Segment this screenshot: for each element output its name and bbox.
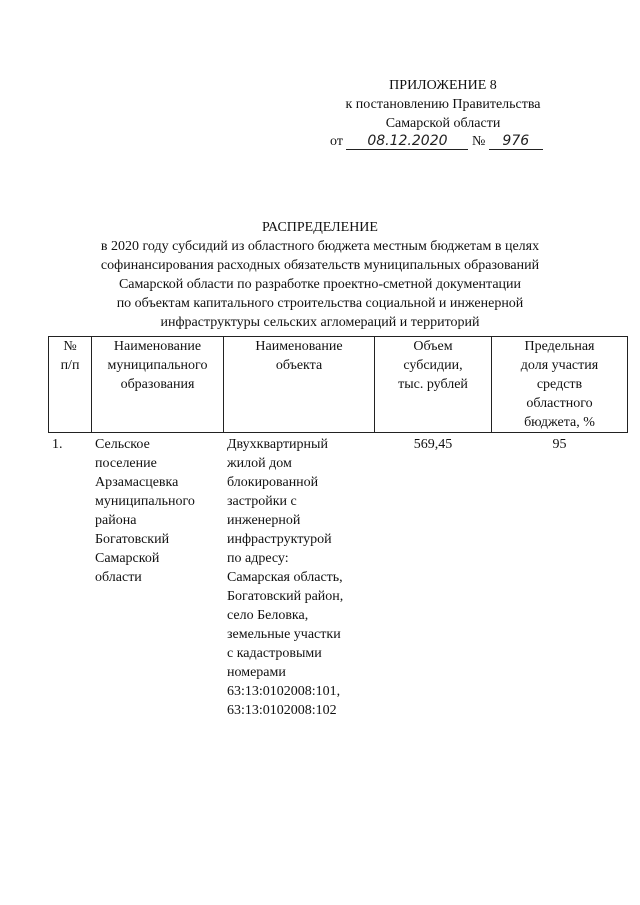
row-share: 95 <box>552 437 567 452</box>
object-line: 63:13:0102008:101, <box>227 684 341 699</box>
municipality-line: района <box>95 513 137 528</box>
row-municipality <box>92 433 224 721</box>
document-heading <box>40 218 600 332</box>
heading-line: Самарской области по разработке проектно-сметной документации <box>118 277 522 292</box>
date-prefix: от <box>330 134 343 149</box>
appendix-line-2: к постановлению Правительства <box>345 97 541 112</box>
header-text: п/п <box>60 358 80 373</box>
municipality-line: Богатовский <box>95 532 170 547</box>
handwritten-number: 976 <box>489 133 543 150</box>
heading-line: софинансирования расходных обязательств муниципальных образований <box>100 258 540 273</box>
header-text: тыс. рублей <box>398 377 468 392</box>
header-text: бюджета, % <box>524 415 595 430</box>
table-header-row <box>49 337 628 433</box>
header-text: объекта <box>275 358 323 373</box>
object-line: номерами <box>227 665 286 680</box>
object-line: застройки с <box>227 494 297 509</box>
object-line: инфраструктурой <box>227 532 332 547</box>
handwritten-date: 08.12.2020 <box>346 133 468 150</box>
municipality-line: области <box>95 570 142 585</box>
object-line: по адресу: <box>227 551 289 566</box>
header-text: образования <box>120 377 195 392</box>
header-cell-number <box>49 337 92 433</box>
heading-line: в 2020 году субсидий из областного бюджета местным бюджетам в целях <box>100 239 540 254</box>
header-text: субсидии, <box>403 358 463 373</box>
object-line: инженерной <box>227 513 301 528</box>
object-line: земельные участки <box>227 627 341 642</box>
municipality-line: Самарской <box>95 551 160 566</box>
appendix-block <box>318 76 568 133</box>
header-text: Наименование <box>255 339 343 354</box>
object-line: село Беловка, <box>227 608 309 623</box>
header-cell-municipality <box>92 337 224 433</box>
municipality-line: поселение <box>95 456 157 471</box>
header-cell-amount <box>375 337 492 433</box>
appendix-line-3: Самарской области <box>385 116 501 131</box>
header-text: Наименование <box>113 339 202 354</box>
object-line: Богатовский район, <box>227 589 344 604</box>
header-text: областного <box>526 396 593 411</box>
heading-line: инфраструктуры сельских агломераций и территорий <box>160 315 480 330</box>
municipality-line: Арзамасцевка <box>95 475 179 490</box>
header-text: доля участия <box>520 358 599 373</box>
header-cell-share <box>492 337 628 433</box>
number-prefix: № <box>471 134 486 149</box>
object-line: с кадастровыми <box>227 646 322 661</box>
heading-title: РАСПРЕДЕЛЕНИЕ <box>262 220 378 235</box>
distribution-table <box>48 336 628 720</box>
object-line: блокированной <box>227 475 319 490</box>
header-text: Предельная <box>524 339 595 354</box>
row-amount: 569,45 <box>413 437 453 452</box>
row-number: 1. <box>52 437 63 452</box>
object-line: Двухквартирный <box>227 437 328 452</box>
object-line: 63:13:0102008:102 <box>227 703 337 718</box>
header-text: муниципального <box>107 358 208 373</box>
heading-line: по объектам капитального строительства социальной и инженерной <box>116 296 524 311</box>
table-row <box>49 433 628 721</box>
header-cell-object <box>224 337 375 433</box>
header-text: средств <box>536 377 583 392</box>
header-text: Объем <box>413 339 453 354</box>
object-line: жилой дом <box>227 456 292 471</box>
appendix-title: ПРИЛОЖЕНИЕ 8 <box>389 78 497 93</box>
municipality-line: Сельское <box>95 437 150 452</box>
header-text: № <box>63 339 77 354</box>
municipality-line: муниципального <box>95 494 195 509</box>
object-line: Самарская область, <box>227 570 343 585</box>
appendix-date-line <box>330 132 580 151</box>
row-object <box>224 433 375 721</box>
